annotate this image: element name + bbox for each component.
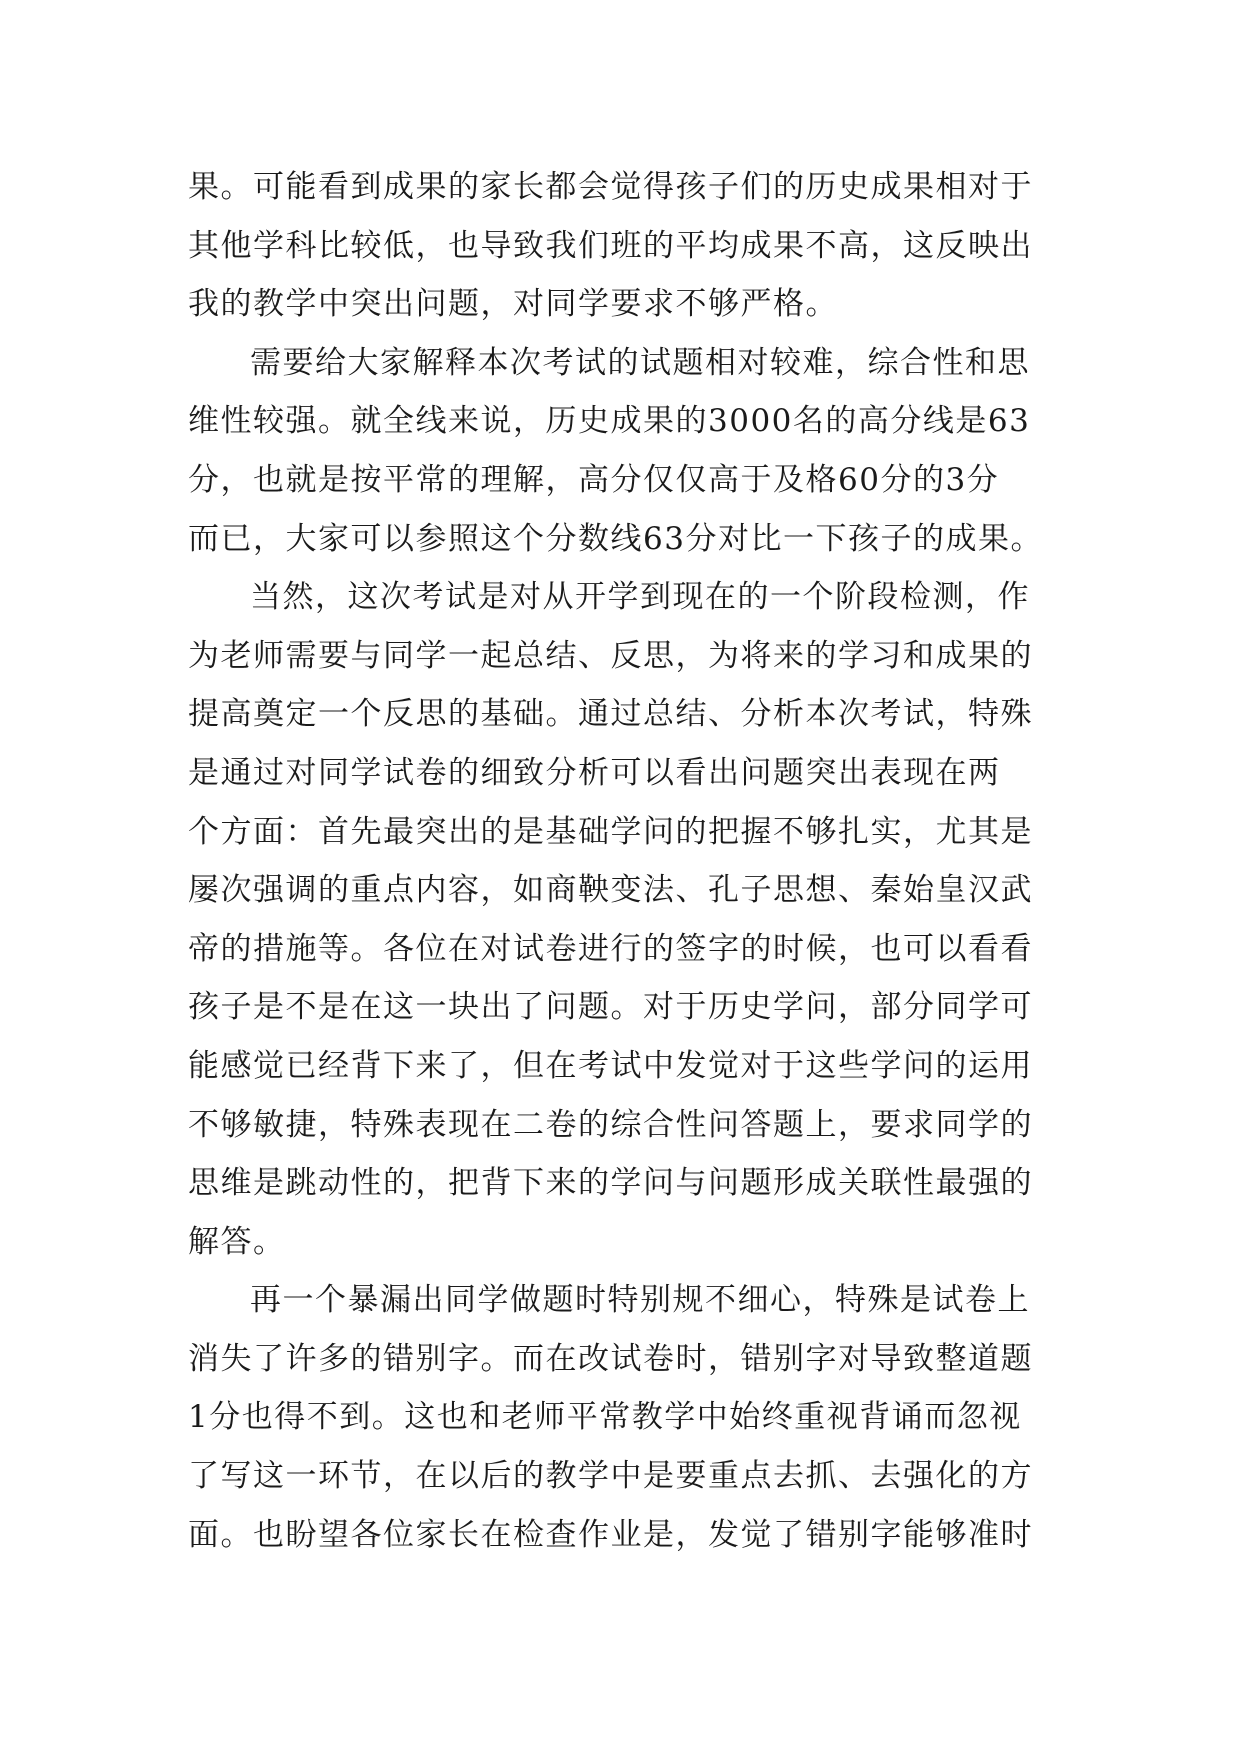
text-line: 屡次强调的重点内容，如商鞅变法、孔子思想、秦始皇汉武 <box>188 872 1033 909</box>
paragraph-1 <box>188 158 1068 334</box>
text-line: 果。可能看到成果的家长都会觉得孩子们的历史成果相对于 <box>188 169 1033 205</box>
text-line: 面。也盼望各位家长在检查作业是，发觉了错别字能够准时 <box>188 1516 1033 1553</box>
text-line: 再一个暴漏出同学做题时特别规不细心，特殊是试卷上 <box>250 1282 1030 1319</box>
text-line: 其他学科比较低，也导致我们班的平均成果不高，这反映出 <box>188 227 1033 264</box>
text-line: 消失了许多的错别字。而在改试卷时，错别字对导致整道题 <box>188 1340 1033 1377</box>
text-line: 了写这一环节，在以后的教学中是要重点去抓、去强化的方 <box>188 1458 1033 1495</box>
text-line: 个方面：首先最突出的是基础学问的把握不够扎实，尤其是 <box>188 813 1033 850</box>
text-line: 提高奠定一个反思的基础。通过总结、分析本次考试，特殊 <box>188 696 1033 733</box>
paragraph-2 <box>188 334 1068 568</box>
text-line: 维性较强。就全线来说，历史成果的3000名的高分线是63 <box>188 403 1031 440</box>
paragraph-3 <box>188 568 1068 1271</box>
text-line: 帝的措施等。各位在对试卷进行的签字的时候，也可以看看 <box>188 930 1033 967</box>
text-line: 思维是跳动性的，把背下来的学问与问题形成关联性最强的 <box>188 1165 1033 1202</box>
text-line: 1分也得不到。这也和老师平常教学中始终重视背诵而忽视 <box>188 1399 1022 1436</box>
text-line: 为老师需要与同学一起总结、反思，为将来的学习和成果的 <box>188 637 1033 674</box>
paragraph-4 <box>188 1271 1068 1564</box>
text-line: 我的教学中突出问题，对同学要求不够严格。 <box>188 286 838 323</box>
text-line: 不够敏捷，特殊表现在二卷的综合性问答题上，要求同学的 <box>188 1106 1033 1143</box>
document-body <box>188 158 1068 1564</box>
text-line: 解答。 <box>188 1223 286 1260</box>
text-line: 孩子是不是在这一块出了问题。对于历史学问，部分同学可 <box>188 989 1033 1026</box>
text-line: 能感觉已经背下来了，但在考试中发觉对于这些学问的运用 <box>188 1047 1033 1084</box>
text-line: 需要给大家解释本次考试的试题相对较难，综合性和思 <box>250 344 1030 381</box>
text-line: 当然，这次考试是对从开学到现在的一个阶段检测，作 <box>250 579 1030 616</box>
text-line: 而已，大家可以参照这个分数线63分对比一下孩子的成果。 <box>188 520 1043 557</box>
text-line: 是通过对同学试卷的细致分析可以看出问题突出表现在两 <box>188 754 1001 791</box>
text-line: 分，也就是按平常的理解，高分仅仅高于及格60分的3分 <box>188 461 1000 498</box>
